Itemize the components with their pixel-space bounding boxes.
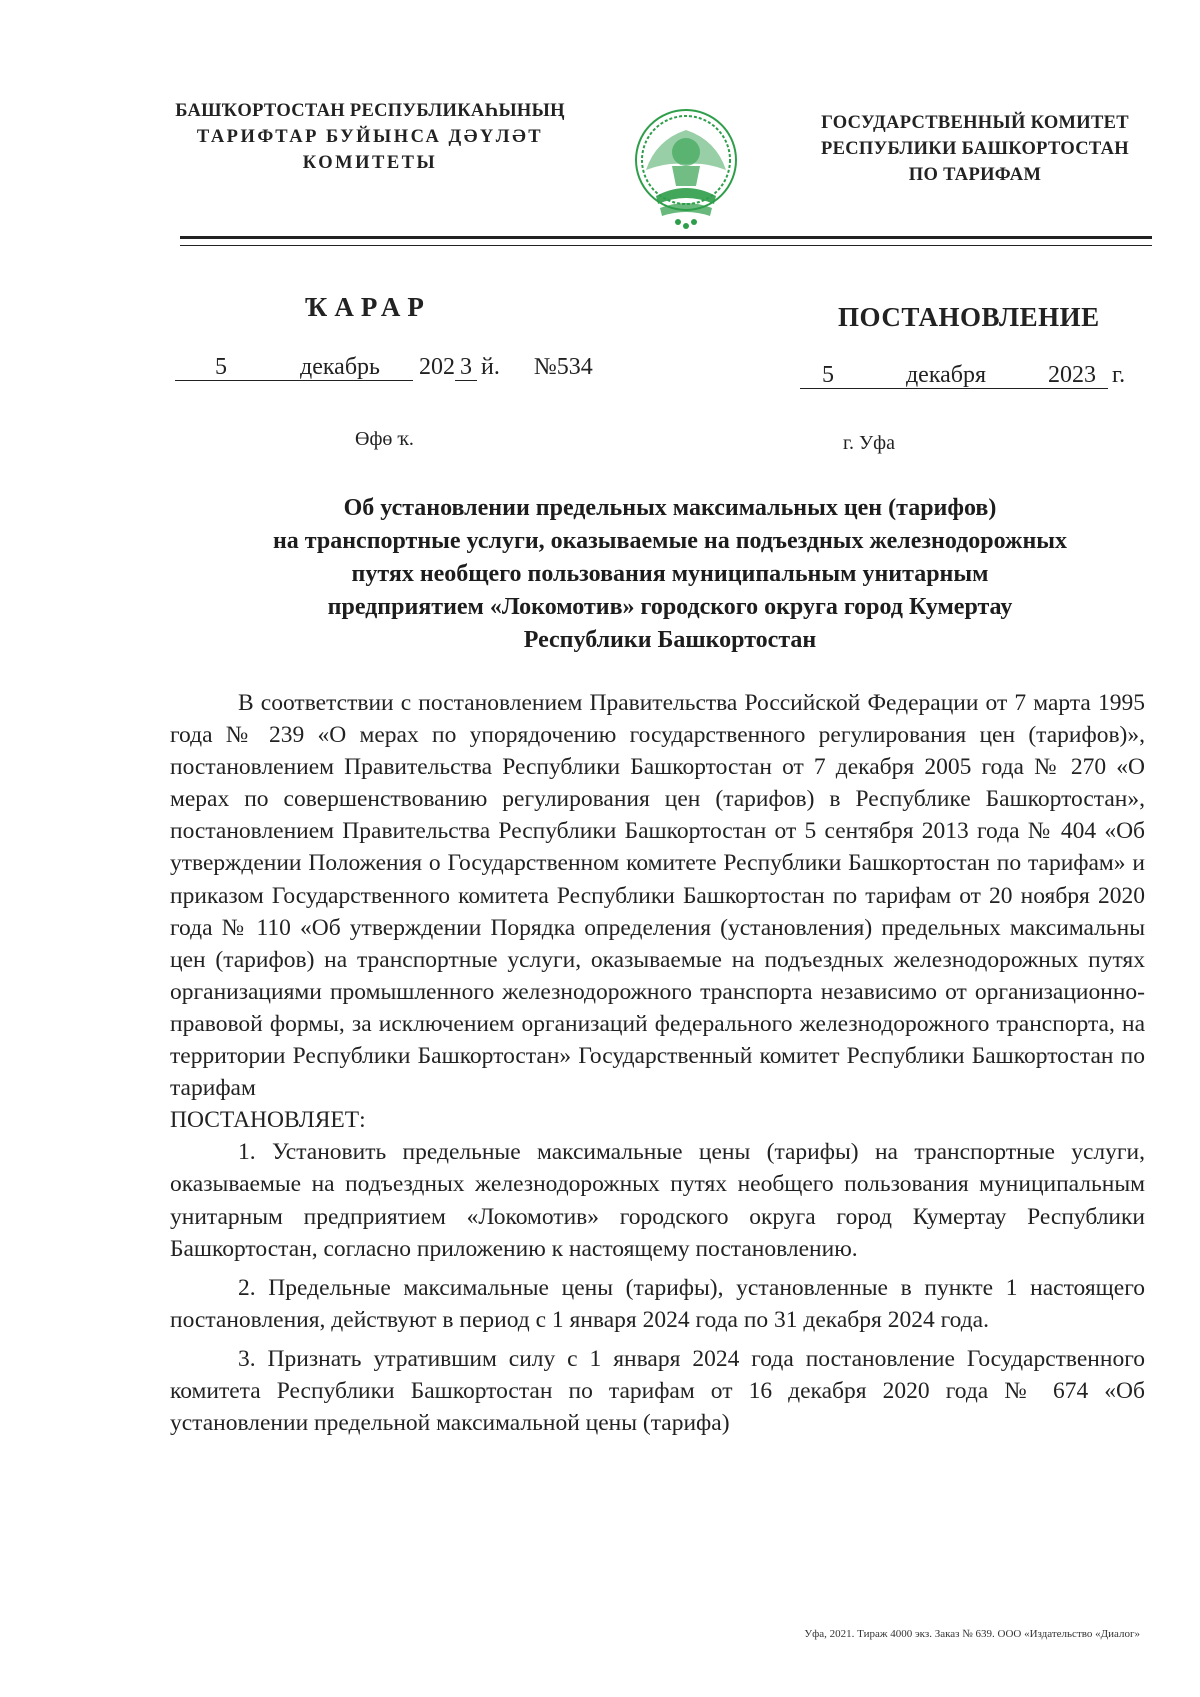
date-russian-year: 2023 <box>1036 362 1108 389</box>
letterhead-russian-line-2: РЕСПУБЛИКИ БАШКОРТОСТАН <box>820 139 1129 159</box>
title-line-3: путях необщего пользования муниципальным унитарным <box>351 561 989 587</box>
date-bashkir <box>175 354 593 381</box>
clause-2: 2. Предельные максимальные цены (тарифы), установленные в пункте 1 настоящего постановления, действуют в период с 1 января 2024 года по 31 декабря 2024 года. <box>170 1274 1145 1333</box>
preamble-paragraph: В соответствии с постановлением Правительства Российской Федерации от 7 марта 1995 года № 239 «О мерах по упорядочению государственного регулирования цен (тарифов)», постановлением Правительства Республики Башкортостан от 7 декабря 2005 года № 270 «О мерах по совершенствованию регулирования цен (тарифов) в Республике Башкортостан», постановлением Правительства Республики Башкортостан от 5 сентября 2013 года № 404 «Об утверждении Положения о Государственном комитете Республики Башкортостан по тарифам» и приказом Государственного комитета Республики Башкортостан по тарифам от 20 ноября 2020 года № 110 «Об утверждении Порядка определения (установления) предельных максимальны цен (тарифов) на транспортные услуги, оказываемые на подъездных железнодорожных путях организациями промышленного железнодорожного транспорта независимо от организационно-правовой формы, за исключением организаций федерального железнодорожного транспорта, на территории Республики Башкортостан» Государственный комитет Республики Башкортостан по тарифам <box>170 690 1145 1102</box>
letterhead-bashkir-line-3: КОМИТЕТЫ <box>302 153 438 173</box>
date-russian <box>800 362 1125 389</box>
title-line-4: предприятием «Локомотив» городского округа город Кумертау <box>327 594 1013 620</box>
document-body <box>170 687 1145 1439</box>
print-imprint: Уфа, 2021. Тираж 4000 экз. Заказ № 639. ООО «Издательство «Диалог» <box>804 1628 1140 1640</box>
letterhead-bashkir <box>150 98 590 176</box>
title-line-5: Республики Башкортостан <box>523 627 817 653</box>
letterhead-rule-thin <box>180 245 1152 246</box>
doc-type-russian: ПОСТАНОВЛЕНИЕ <box>838 302 1100 332</box>
date-bashkir-day: 5 <box>175 354 267 381</box>
letterhead-bashkir-line-1: БАШҠОРТОСТАН РЕСПУБЛИКАҺЫНЫҢ <box>175 101 565 121</box>
letterhead-russian-line-3: ПО ТАРИФАМ <box>908 165 1042 185</box>
document-title <box>170 492 1170 657</box>
date-bashkir-year-prefix: 202 <box>419 354 455 380</box>
letterhead-russian <box>775 110 1175 188</box>
clause-1: 1. Установить предельные максимальные цены (тарифы) на транспортные услуги, оказываемые на подъездных железнодорожных путях необщего пользования муниципальным унитарным предприятием «Локомотив» городского округа город Кумертау Республики Башкортостан, согласно приложению к настоящему постановлению. <box>170 1139 1145 1262</box>
bashkortostan-coat-of-arms-icon <box>626 100 746 240</box>
date-bashkir-year-digit: 3 <box>455 354 477 381</box>
doc-type-bashkir: ҠАРАР <box>305 292 431 322</box>
date-russian-month: декабря <box>856 362 1036 389</box>
date-bashkir-month: декабрь <box>267 354 413 381</box>
date-bashkir-year-suffix: й. <box>481 354 500 380</box>
date-russian-year-suffix: г. <box>1112 362 1126 388</box>
title-line-2: на транспортные услуги, оказываемые на подъездных железнодорожных <box>272 528 1068 554</box>
letterhead-bashkir-line-2: ТАРИФТАР БУЙЫНСА ДӘҮЛӘТ <box>196 127 544 147</box>
letterhead-russian-line-1: ГОСУДАРСТВЕННЫЙ КОМИТЕТ <box>821 113 1129 133</box>
letterhead-rule-thick <box>180 236 1152 239</box>
title-line-1: Об установлении предельных максимальных цен (тарифов) <box>343 495 997 521</box>
date-russian-day: 5 <box>800 362 856 389</box>
clause-3: 3. Признать утратившим силу с 1 января 2024 года постановление Государственного комитета Республики Башкортостан по тарифам от 16 декабря 2020 года № 674 «Об установлении предельной максимальной цены (тарифа) <box>170 1345 1145 1437</box>
document-number: №534 <box>533 354 593 380</box>
resolves-line: ПОСТАНОВЛЯЕТ: <box>170 1107 366 1134</box>
place-russian: г. Уфа <box>843 432 895 454</box>
place-bashkir: Өфө ҡ. <box>355 428 414 450</box>
